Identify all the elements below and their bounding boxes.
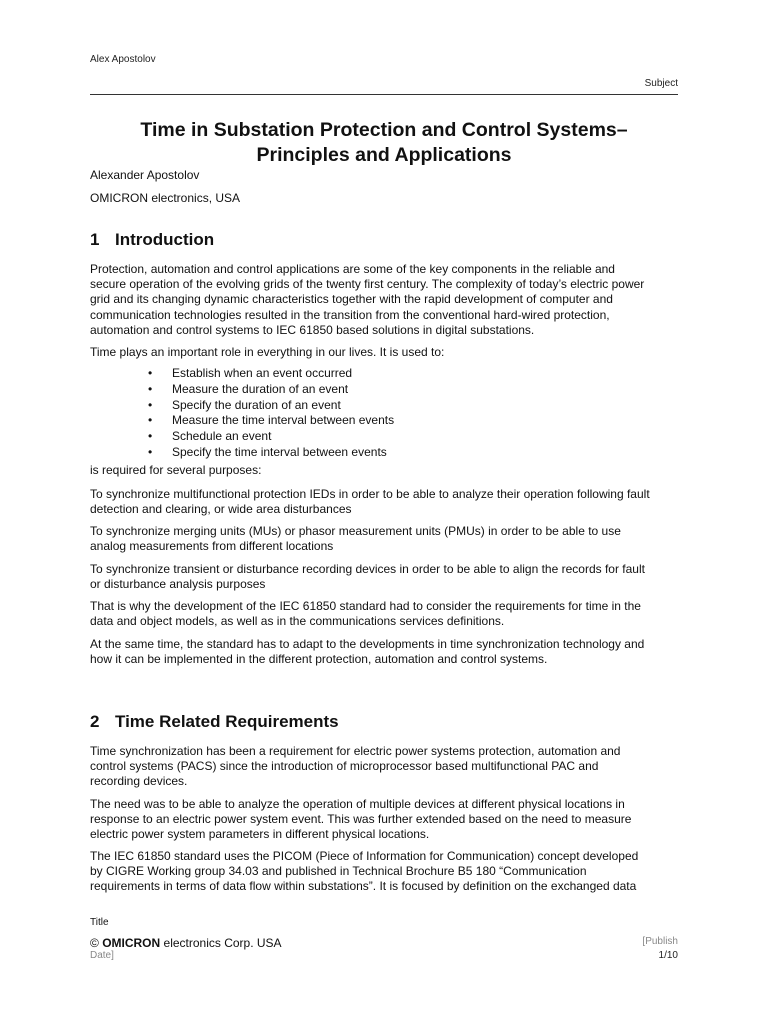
- list-item: [148, 366, 394, 382]
- text-line: how it can be implemented in the different protection, automation and control systems.: [90, 652, 548, 667]
- header-author: Alex Apostolov: [90, 54, 156, 65]
- title-line-1: Time in Substation Protection and Control Systems–: [140, 119, 628, 141]
- bullet-icon: •: [148, 366, 153, 380]
- bullet-icon: •: [148, 397, 153, 412]
- text-line: The IEC 61850 standard uses the PICOM (Piece of Information for Communication) concept developed: [90, 849, 639, 863]
- section-number: 2: [90, 712, 100, 731]
- text-line: analog measurements from different locations: [90, 539, 334, 554]
- time-uses-intro: Time plays an important role in everything in our lives. It is used to:: [90, 345, 445, 359]
- paragraph: [90, 524, 680, 554]
- footer-publish-date-line-1: [Publish: [642, 936, 678, 947]
- text-line: communication technologies resulted in the transition from the conventional hard-wired protection,: [90, 307, 610, 322]
- list-item-text: Establish when an event occurred: [172, 366, 353, 380]
- footer-copyright: [90, 936, 282, 950]
- text-line: To synchronize transient or disturbance recording devices in order to be able to align the records for fault: [90, 562, 645, 576]
- text-line: or disturbance analysis purposes: [90, 577, 266, 592]
- text-line: Protection, automation and control applications are some of the key components in the reliable and: [90, 262, 615, 276]
- paragraph: [90, 744, 680, 790]
- text-line: recording devices.: [90, 774, 188, 789]
- list-item-text: Specify the time interval between events: [172, 444, 387, 459]
- text-line: grid and its changing dynamic characteristics together with the rapid development of computer and: [90, 292, 613, 307]
- list-item: [148, 413, 394, 429]
- paragraph: [90, 487, 680, 517]
- purposes-intro: is required for several purposes:: [90, 463, 262, 477]
- section-heading-time-related-requirements: [90, 712, 339, 732]
- author-affiliation: OMICRON electronics, USA: [90, 191, 241, 205]
- paragraph: [90, 562, 680, 592]
- bullet-icon: •: [148, 429, 153, 444]
- text-line: requirements in terms of data flow within substations”. It is focused by definition on the exchanged data: [90, 879, 637, 894]
- copyright-icon: ©: [90, 936, 99, 950]
- text-line: To synchronize merging units (MUs) or phasor measurement units (PMUs) in order to be able to use: [90, 524, 621, 538]
- paragraph: [90, 797, 680, 843]
- text-line: Time synchronization has been a requirement for electric power systems protection, automation and: [90, 744, 621, 758]
- footer-publish-date-line-2: Date]: [90, 950, 114, 961]
- bullet-icon: •: [148, 381, 153, 396]
- title-line-2: Principles and Applications: [256, 144, 512, 166]
- bullet-icon: •: [148, 413, 153, 428]
- list-item: [148, 445, 394, 461]
- text-line: To synchronize multifunctional protection IEDs in order to be able to analyze their operation following fault: [90, 487, 650, 501]
- document-title: [90, 118, 678, 168]
- list-item: [148, 429, 394, 445]
- text-line: automation and control systems to IEC 61850 based solutions in digital substations.: [90, 322, 535, 337]
- page-number: 1/10: [658, 950, 678, 961]
- text-line: response to an electric power system event. This was further extended based on the need to measure: [90, 812, 632, 827]
- text-line: control systems (PACS) since the introduction of microprocessor based multifunctional PAC and: [90, 759, 599, 774]
- author-name: Alexander Apostolov: [90, 168, 200, 182]
- paragraph: [90, 637, 680, 667]
- text-line: At the same time, the standard has to adapt to the developments in time synchronization technology and: [90, 637, 645, 651]
- footer-company-name: electronics Corp. USA: [160, 936, 282, 950]
- text-line: data and object models, as well as in the communications services definitions.: [90, 614, 505, 629]
- section-heading-introduction: [90, 230, 214, 250]
- intro-paragraph: [90, 262, 680, 338]
- list-item-text: Schedule an event: [172, 429, 272, 444]
- list-item-text: Measure the duration of an event: [172, 381, 349, 396]
- list-item-text: Measure the time interval between events: [172, 413, 395, 428]
- section-title: Introduction: [115, 230, 215, 249]
- header-subject: Subject: [644, 78, 678, 89]
- text-line: by CIGRE Working group 34.03 and published in Technical Brochure B5 180 “Communication: [90, 864, 587, 879]
- section-number: 1: [90, 230, 100, 249]
- list-item-text: Specify the duration of an event: [172, 397, 341, 412]
- header-divider: [90, 94, 678, 95]
- paragraph: [90, 849, 680, 895]
- section-title: Time Related Requirements: [115, 712, 339, 731]
- text-line: secure operation of the evolving grids of the twenty first century. The complexity of today’s electric power: [90, 277, 645, 292]
- bullet-icon: •: [148, 444, 153, 459]
- text-line: That is why the development of the IEC 61850 standard had to consider the requirements for time in the: [90, 599, 641, 613]
- footer-title: Title: [90, 917, 109, 928]
- text-line: The need was to be able to analyze the operation of multiple devices at different physical locations in: [90, 797, 625, 811]
- list-item: [148, 382, 394, 398]
- time-uses-list: [148, 366, 394, 461]
- text-line: detection and clearing, or wide area disturbances: [90, 502, 352, 517]
- footer-company-brand: OMICRON: [102, 936, 161, 950]
- list-item: [148, 398, 394, 414]
- paragraph: [90, 599, 680, 629]
- text-line: electric power system parameters in different physical locations.: [90, 827, 430, 842]
